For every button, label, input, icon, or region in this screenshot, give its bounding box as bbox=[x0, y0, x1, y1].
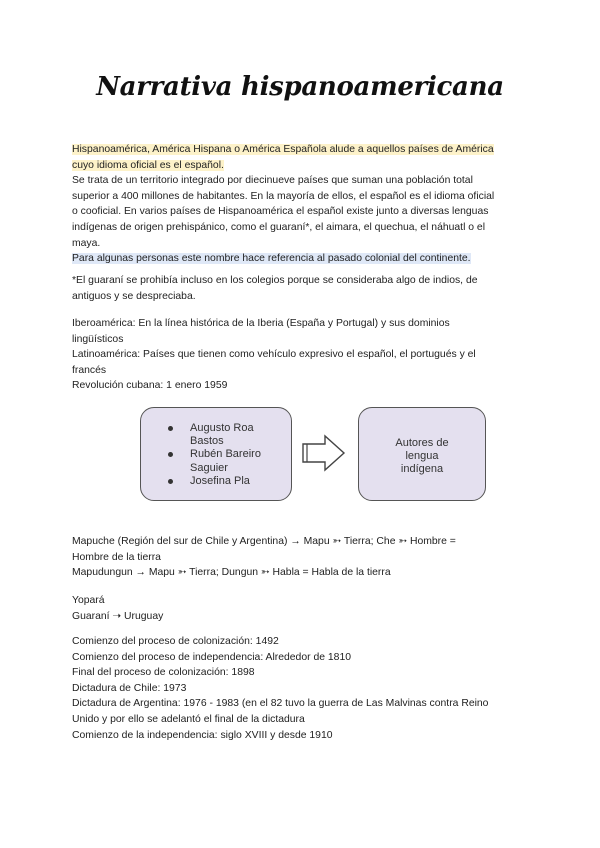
yopara-section bbox=[72, 593, 532, 624]
text-line: Mapuche (Región del sur de Chile y Argentina) → Mapu ➳ Tierra; Che ➳ Hombre = bbox=[72, 536, 456, 547]
highlighted-text: Hispanoamérica, América Hispana o América Española alude a aquellos países de América bbox=[72, 144, 494, 155]
text-line: Comienzo del proceso de independencia: Alrededor de 1810 bbox=[72, 651, 352, 663]
text-line: Comienzo del proceso de colonización: 1492 bbox=[72, 636, 279, 647]
text-line: maya. bbox=[72, 237, 101, 249]
text-line: *El guaraní se prohibía incluso en los colegios porque se consideraba algo de indios, de bbox=[72, 275, 478, 286]
text-line: Latinoamérica: Países que tienen como vehículo expresivo el español, el portugués y el bbox=[72, 349, 476, 361]
text-line: Dictadura de Argentina: 1976 - 1983 (en el 82 tuvo la guerra de Las Malvinas contra Reino bbox=[72, 698, 489, 710]
list-item: Josefina Pla bbox=[141, 475, 291, 488]
dates-section bbox=[72, 634, 532, 743]
text-line: Se trata de un territorio integrado por diecinueve países que suman una población total bbox=[72, 175, 473, 187]
authors-box bbox=[140, 407, 292, 501]
intro-paragraph bbox=[72, 142, 532, 267]
list-item: Rubén Bareiro Saguier bbox=[141, 448, 291, 474]
page-title: Narrativa hispanoamericana bbox=[96, 72, 504, 102]
text-line: lingüísticos bbox=[72, 333, 124, 345]
text-line: Guaraní ➝ Uruguay bbox=[72, 610, 164, 622]
text-line: superior a 400 millones de habitantes. En la mayoría de ellos, el español es el idioma oficial bbox=[72, 190, 495, 202]
guarani-note bbox=[72, 273, 532, 304]
definitions bbox=[72, 316, 532, 394]
text-line: Revolución cubana: 1 enero 1959 bbox=[72, 380, 228, 392]
bullet-icon bbox=[168, 479, 173, 484]
text-line: Hombre de la tierra bbox=[72, 551, 161, 563]
text-line: Dictadura de Chile: 1973 bbox=[72, 682, 187, 694]
text-line: indígenas de origen prehispánico, como el guaraní*, el aimara, el quechua, el náhuatl o el bbox=[72, 221, 486, 233]
text-line: Yopará bbox=[72, 595, 105, 606]
text-line: Mapudungun → Mapu ➳ Tierra; Dungun ➳ Habla = Habla de la tierra bbox=[72, 567, 391, 579]
list-item: Augusto Roa Bastos bbox=[141, 422, 291, 448]
mapuche-section bbox=[72, 534, 532, 581]
text-line: o cooficial. En varios países de Hispanoamérica el español existe junto a diversas lenguas bbox=[72, 206, 489, 218]
text-line: Final del proceso de colonización: 1898 bbox=[72, 667, 255, 679]
right-arrow-icon bbox=[301, 433, 347, 473]
indigenous-authors-box bbox=[358, 407, 486, 501]
box-label: Autores de lengua indígena bbox=[395, 437, 449, 476]
text-line: francés bbox=[72, 364, 107, 376]
text-line: Unido y por ello se adelantó el final de la dictadura bbox=[72, 713, 305, 725]
text-line: Comienzo de la independencia: siglo XVIII y desde 1910 bbox=[72, 729, 333, 741]
text-line: antiguos y se despreciaba. bbox=[72, 290, 196, 302]
text-line: Iberoamérica: En la línea histórica de la Iberia (España y Portugal) y sus dominios bbox=[72, 318, 450, 329]
bullet-icon bbox=[168, 426, 173, 431]
highlighted-text: cuyo idioma oficial es el español. bbox=[72, 159, 224, 171]
highlighted-text: Para algunas personas este nombre hace referencia al pasado colonial del continente. bbox=[72, 253, 471, 265]
bullet-icon bbox=[168, 452, 173, 457]
